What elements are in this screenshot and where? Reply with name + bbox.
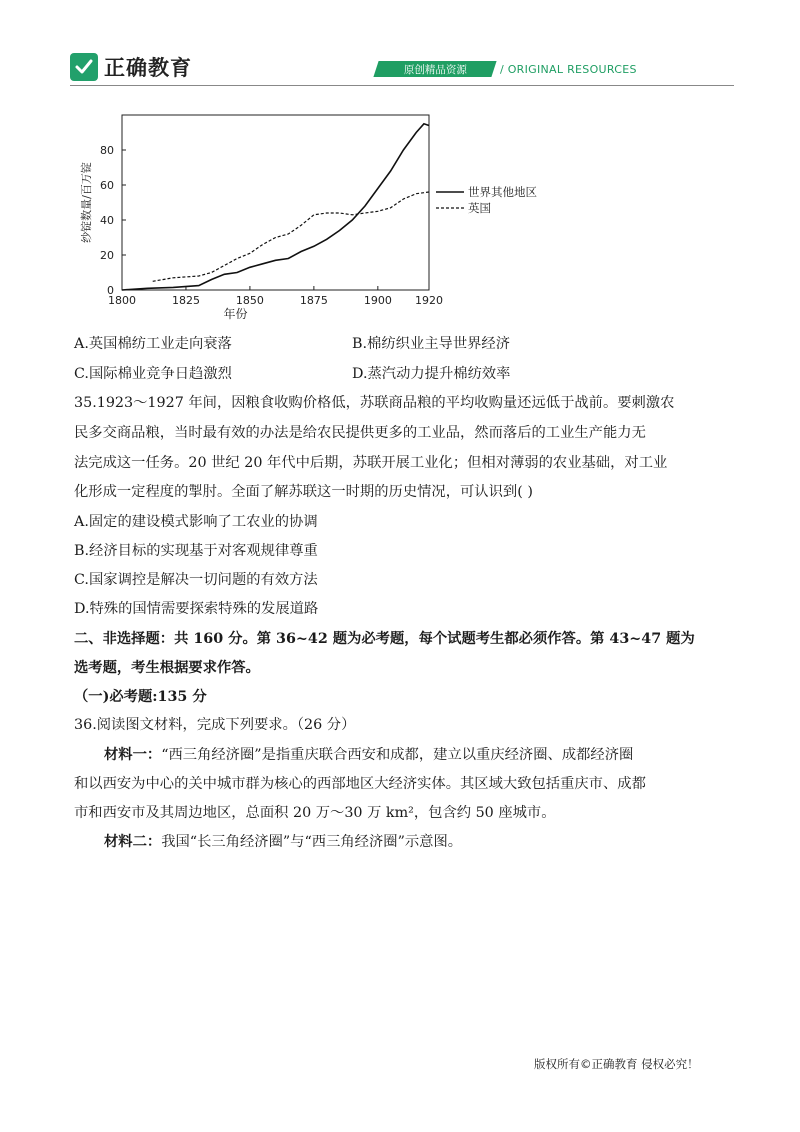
q34-option-d: D.蒸汽动力提升棉纺效率 (352, 366, 511, 382)
header-divider (70, 85, 734, 86)
required-section-heading: （一)必考题:135 分 (74, 689, 207, 705)
material-1-label: 材料一： (104, 747, 162, 763)
q34-option-a: A.英国棉纺工业走向衰落 (74, 336, 232, 352)
y-tick-label: 80 (100, 144, 114, 157)
x-tick-label: 1850 (235, 294, 264, 307)
q36-stem: 36.阅读图文材料，完成下列要求。（26 分） (74, 717, 356, 733)
section2-heading-line-2: 选考题，考生根据要求作答。 (74, 660, 260, 676)
q35-option-a: A.固定的建设模式影响了工农业的协调 (74, 514, 318, 530)
resource-banner (376, 61, 637, 77)
q36-material-2 (104, 832, 462, 852)
y-axis-label: 纱锭数量/百万锭 (80, 162, 93, 243)
q35-stem-line-3: 法完成这一任务。20 世纪 20 年代中后期，苏联开展工业化；但相对薄弱的农业基础，对工业 (74, 455, 668, 471)
series-line-1 (122, 124, 429, 290)
page-header (70, 52, 734, 88)
banner-divider: / (500, 62, 504, 76)
brand-logo (70, 52, 192, 82)
legend-label-1: 世界其他地区 (468, 185, 537, 199)
check-icon (70, 53, 98, 81)
y-tick-label: 60 (100, 179, 114, 192)
material-1-text: “西三角经济圈”是指重庆联合西安和成都，建立以重庆经济圈、成都经济圈 (161, 747, 634, 763)
x-tick-label: 1875 (299, 294, 328, 307)
q35-stem-line-1: 35.1923～1927 年间，因粮食收购价格低，苏联商品粮的平均收购量还远低于战前。要刺激农 (74, 395, 675, 411)
spindle-chart (74, 105, 537, 330)
q35-stem-line-4: 化形成一定程度的掣肘。全面了解苏联这一时期的历史情况，可认识到( ) (74, 484, 533, 500)
x-tick-label: 1825 (171, 294, 200, 307)
chart-canvas (74, 105, 537, 330)
banner-cn-tag: 原创精品资源 (373, 61, 496, 77)
q35-option-c: C.国家调控是解决一切问题的有效方法 (74, 572, 318, 588)
y-tick-label: 40 (100, 214, 114, 227)
plot-frame (122, 115, 429, 290)
q36-material-1-line-3: 市和西安市及其周边地区，总面积 20 万～30 万 km²，包含约 50 座城市。 (74, 805, 556, 821)
q36-material-1-line-2: 和以西安为中心的关中城市群为核心的西部地区大经济实体。其区域大致包括重庆市、成都 (74, 776, 646, 792)
brand-name: 正确教育 (104, 56, 192, 80)
y-tick-label: 0 (107, 284, 114, 297)
section2-heading-line-1: 二、非选择题：共 160 分。第 36~42 题为必考题，每个试题考生都必须作答。第 43~47 题为 (74, 631, 695, 647)
x-tick-label: 1920 (415, 294, 443, 307)
legend-label-2: 英国 (468, 201, 491, 215)
material-2-text: 我国“长三角经济圈”与“西三角经济圈”示意图。 (161, 834, 463, 850)
q34-option-b: B.棉纺织业主导世界经济 (352, 336, 511, 352)
q35-option-b: B.经济目标的实现基于对客观规律尊重 (74, 543, 318, 559)
q34-option-c: C.国际棉业竞争日趋激烈 (74, 366, 232, 382)
x-tick-label: 1900 (363, 294, 392, 307)
y-tick-label: 20 (100, 249, 114, 262)
copyright-footer: 版权所有©正确教育 侵权必究！ (534, 1057, 699, 1071)
q36-material-1-line-1 (104, 745, 633, 765)
x-axis-label: 年份 (223, 307, 248, 321)
x-tick-label: 1800 (108, 294, 136, 307)
banner-en-text: ORIGINAL RESOURCES (507, 62, 637, 76)
series-line-2 (153, 192, 429, 281)
q35-stem-line-2: 民多交商品粮，当时最有效的办法是给农民提供更多的工业品，然而落后的工业生产能力无 (74, 425, 646, 441)
q35-option-d: D.特殊的国情需要探索特殊的发展道路 (74, 601, 319, 617)
material-2-label: 材料二： (104, 834, 162, 850)
